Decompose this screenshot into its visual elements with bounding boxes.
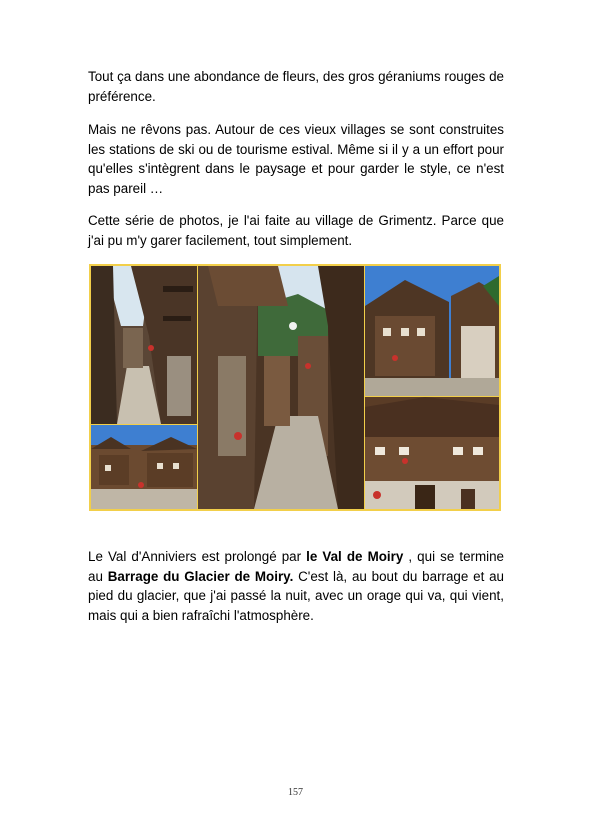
paragraph-val-de-moiry bbox=[88, 547, 504, 625]
village-street-photo bbox=[198, 266, 364, 509]
paragraph-flowers: Tout ça dans une abondance de fleurs, des gros géraniums rouges de préférence. bbox=[88, 69, 504, 104]
narrow-alley-photo bbox=[91, 266, 197, 424]
bold-barrage: Barrage du Glacier de Moiry. bbox=[107, 568, 294, 584]
wooden-houses-photo bbox=[365, 266, 499, 396]
bold-val-de-moiry: le Val de Moiry bbox=[306, 549, 404, 564]
text-segment: Le Val d'Anniviers est prolongé par bbox=[88, 549, 307, 564]
paragraph-ski-stations: Mais ne rêvons pas. Autour de ces vieux villages se sont construites les stations de ski ou de tourisme estival. Même si il y a un effort pour qu'elles s'intègrent dans le paysage et pour garder le style, ce n'est pas pareil … bbox=[88, 122, 504, 196]
chalets-sky-photo bbox=[91, 425, 197, 509]
photo-collage bbox=[89, 264, 501, 511]
paragraph-grimentz: Cette série de photos, je l'ai faite au village de Grimentz. Parce que j'ai pu m'y garer facilement, tout simplement. bbox=[88, 213, 504, 248]
page-number: 157 bbox=[288, 787, 303, 798]
chalet-facade-photo bbox=[365, 397, 499, 509]
text-segment: , qui se termine au bbox=[88, 549, 505, 584]
text-segment: C'est là, au bout du barrage et au pied du glacier, que j'ai passé la nuit, avec un orage qui va, qui vient, mais qui a bien rafraîchi l'atmosphère. bbox=[88, 568, 504, 623]
